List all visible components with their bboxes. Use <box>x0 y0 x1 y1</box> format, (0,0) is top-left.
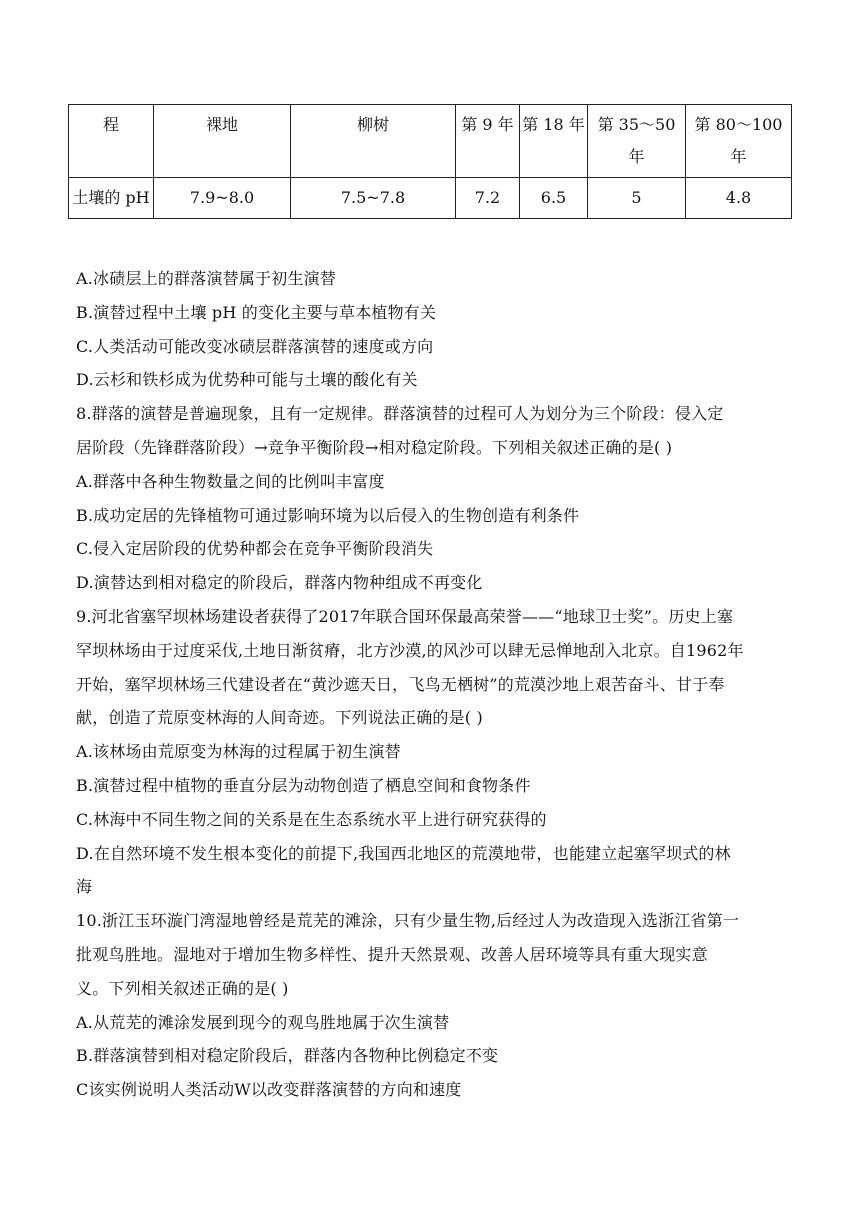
table-header-cell: 第 35～50 年 <box>588 105 686 178</box>
option-line: A.该林场由荒原变为林海的过程属于初生演替 <box>76 742 401 762</box>
option-line: D.云杉和铁杉成为优势种可能与土壤的酸化有关 <box>76 370 418 390</box>
table-row-label: 土壤的 pH <box>69 178 154 219</box>
table-header-cell: 第 18 年 <box>520 105 588 178</box>
option-line: B.群落演替到相对稳定阶段后，群落内各物种比例稳定不变 <box>76 1046 499 1066</box>
table-cell: 7.9~8.0 <box>154 178 291 219</box>
table-header-row <box>69 105 792 178</box>
table-cell: 7.2 <box>456 178 520 219</box>
option-line: C.人类活动可能改变冰碛层群落演替的速度或方向 <box>76 336 434 356</box>
question-line: 居阶段（先锋群落阶段）→竞争平衡阶段→相对稳定阶段。下列相关叙述正确的是( ) <box>76 437 673 457</box>
option-line: D.演替达到相对稳定的阶段后，群落内物种组成不再变化 <box>76 573 483 593</box>
option-line: C.林海中不同生物之间的关系是在生态系统水平上进行研究获得的 <box>76 809 547 829</box>
option-line: B.演替过程中植物的垂直分层为动物创造了栖息空间和食物条件 <box>76 775 531 795</box>
table-header-cell: 程 <box>69 105 154 178</box>
table-cell: 5 <box>588 178 686 219</box>
question-text <box>76 262 788 1107</box>
option-line: 海 <box>76 877 93 897</box>
question-line: 义。下列相关叙述正确的是( ) <box>76 978 289 998</box>
question-line: 8.群落的演替是普遍现象，且有一定规律。群落演替的过程可人为划分为三个阶段：侵入定 <box>76 404 724 424</box>
option-line: C该实例说明人类活动W以改变群落演替的方向和速度 <box>76 1080 462 1100</box>
question-line: 10.浙江玉环漩门湾湿地曾经是荒芜的滩涂，只有少量生物,后经过人为改造现入选浙江省第一 <box>76 911 740 931</box>
table-row <box>69 178 792 219</box>
option-line: D.在自然环境不发生根本变化的前提下,我国西北地区的荒漠地带，也能建立起塞罕坝式的林 <box>76 843 731 863</box>
option-line: A.群落中各种生物数量之间的比例叫丰富度 <box>76 471 385 491</box>
table-cell: 7.5~7.8 <box>291 178 456 219</box>
table-header-cell: 第 80～100 年 <box>686 105 792 178</box>
table-cell: 4.8 <box>686 178 792 219</box>
option-line: A.从荒芜的滩涂发展到现今的观鸟胜地属于次生演替 <box>76 1012 450 1032</box>
table-cell: 6.5 <box>520 178 588 219</box>
question-line: 罕坝林场由于过度采伐,土地日渐贫瘠，北方沙漠,的风沙可以肆无忌惮地刮入北京。自1962年 <box>76 640 744 660</box>
option-line: B.成功定居的先锋植物可通过影响环境为以后侵入的生物创造有利条件 <box>76 505 580 525</box>
question-line: 开始，塞罕坝林场三代建设者在“黄沙遮天日，飞鸟无栖树”的荒漠沙地上艰苦奋斗、甘于奉 <box>76 674 725 694</box>
table-header-cell: 柳树 <box>291 105 456 178</box>
option-line: C.侵入定居阶段的优势种都会在竞争平衡阶段消失 <box>76 539 434 559</box>
table-header-cell: 裸地 <box>154 105 291 178</box>
question-line: 献，创造了荒原变林海的人间奇迹。下列说法正确的是( ) <box>76 708 483 728</box>
question-line: 9.河北省塞罕坝林场建设者获得了2017年联合国环保最高荣誉——“地球卫士奖”。历史上塞 <box>76 606 734 626</box>
option-line: A.冰碛层上的群落演替属于初生演替 <box>76 269 337 288</box>
soil-ph-table <box>68 104 792 219</box>
table-header-cell: 第 9 年 <box>456 105 520 178</box>
option-line: B.演替过程中土壤 pH 的变化主要与草本植物有关 <box>76 302 437 322</box>
question-line: 批观鸟胜地。湿地对于增加生物多样性、提升天然景观、改善人居环境等具有重大现实意 <box>76 944 708 964</box>
